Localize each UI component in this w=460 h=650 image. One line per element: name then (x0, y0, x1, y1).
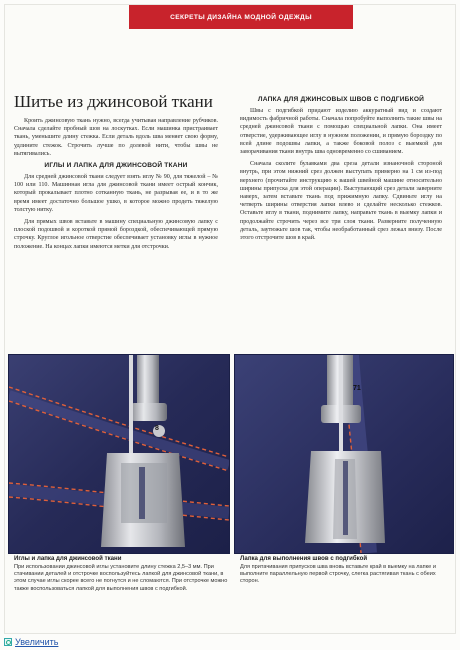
intro-paragraph: Кроить джинсовую ткань нужно, всегда учитывая направление рубчиков. Сначала сделайте пробный шов на лоскутках. Если машинка пристраивает ткань, уменьшите длину стежка. Если деталь вдоль шва меняет свою форму, удлините стежок. Строчить лучше по долевой нити, чтобы швы не вытягивались. (14, 118, 218, 157)
caption-right-title: Лапка для выполнения швов с подгибкой (240, 555, 368, 562)
enlarge-link[interactable] (4, 636, 58, 648)
section-title-hemmer-foot: ЛАПКА ДЛЯ ДЖИНСОВЫХ ШВОВ С ПОДГИБКОЙ (257, 96, 425, 103)
needles-paragraph-2: Для прямых швов вставьте в машину специальную джинсовую лапку с плоской подошвой и короткой прямой бороздкой, обеспечивающей прямую строчку. Круглое игольное отверстие обеспечивает установку иглы в нужное положение. На концах лапки имеются метки для отстрочки. (14, 219, 218, 250)
foot-number-label-right: 71 (353, 385, 361, 392)
section-title-needles: ИГЛЫ И ЛАПКА ДЛЯ ДЖИНСОВОЙ ТКАНИ (44, 162, 188, 170)
article-title: Шитье из джинсовой ткани (14, 92, 213, 111)
hemmer-paragraph-2: Сначала сколите булавками два среза детали изнаночной стороной внутрь, при этом нижний срез должен выступать примерно на 1 см из-под верхнего (прочитайте инструкцию к вашей швейной машине относительно ширины припуска для этой операции). Выступающий срез детали заверните наверх, затем вставьте ткань под прижимную лапку. Сдвиньте иглу на четверть ширины отверстия лапки влево и сделайте несколько стежков. Оставьте иглу в ткани, поднимите лапку, направьте ткань в выемку лапки и продолжайте строчить через все три слоя ткани. Разверните полученную деталь, заутюжьте шов так, чтобы необработанный срез лежал внизу. После этого отстрочите шов в край. (240, 161, 442, 242)
zoom-icon (4, 638, 12, 646)
enlarge-label: Увеличить (15, 637, 59, 647)
section-banner: СЕКРЕТЫ ДИЗАЙНА МОДНОЙ ОДЕЖДЫ (129, 5, 353, 29)
caption-right (240, 555, 452, 586)
left-column (14, 92, 218, 255)
caption-right-text: Для притачивания припусков шва вновь вставьте край в выемку на лапке и выполните параллельную первой строчку, слегка растягивая ткань с обеих сторон. (240, 564, 436, 585)
right-column (240, 96, 442, 246)
needles-paragraph-1: Для средней джинсовой ткани следует взять иглу № 90, для тяжелой – № 100 или 110. Машинная игла для джинсовой ткани имеет острый кончик, который прокалывает плотно сотканную ткань, не разрывая ее, и в то же время имеет достаточно большое ушко, в которое можно продеть тяжелую толстую нитку. (14, 174, 218, 213)
hemmer-paragraph-1: Швы с подгибкой придают изделию аккуратный вид и создают видимость фабричной работы. Сначала попробуйте выполнить такие швы на средней джинсовой ткани с помощью специальной лапки. Она имеет отверстие, удерживающее иглу в нужном положении, и прямую бороздку по всей длине подошвы лапки, а также боковой полоз с выемкой для заворачивания ткани внутрь шва одновременно со сшиванием. (240, 108, 442, 156)
foot-number-label-left: 8 (155, 425, 159, 432)
caption-left-title: Иглы и лапка для джинсовой ткани (14, 555, 122, 562)
photo-hemmer-foot (234, 354, 454, 554)
photo-jeans-foot (8, 354, 230, 554)
caption-left (14, 555, 228, 593)
caption-left-text: При использовании джинсовой иглы установите длину стежка 2,5–3 мм. При стачивании деталей и отстрочке воспользуйтесь лапкой для джинсовой ткани, в этом случае иглы скорее всего не погнутся и не сломаются. При отстрочке можно также воспользоваться лапкой для выполнения швов с подгибкой. (14, 564, 228, 592)
